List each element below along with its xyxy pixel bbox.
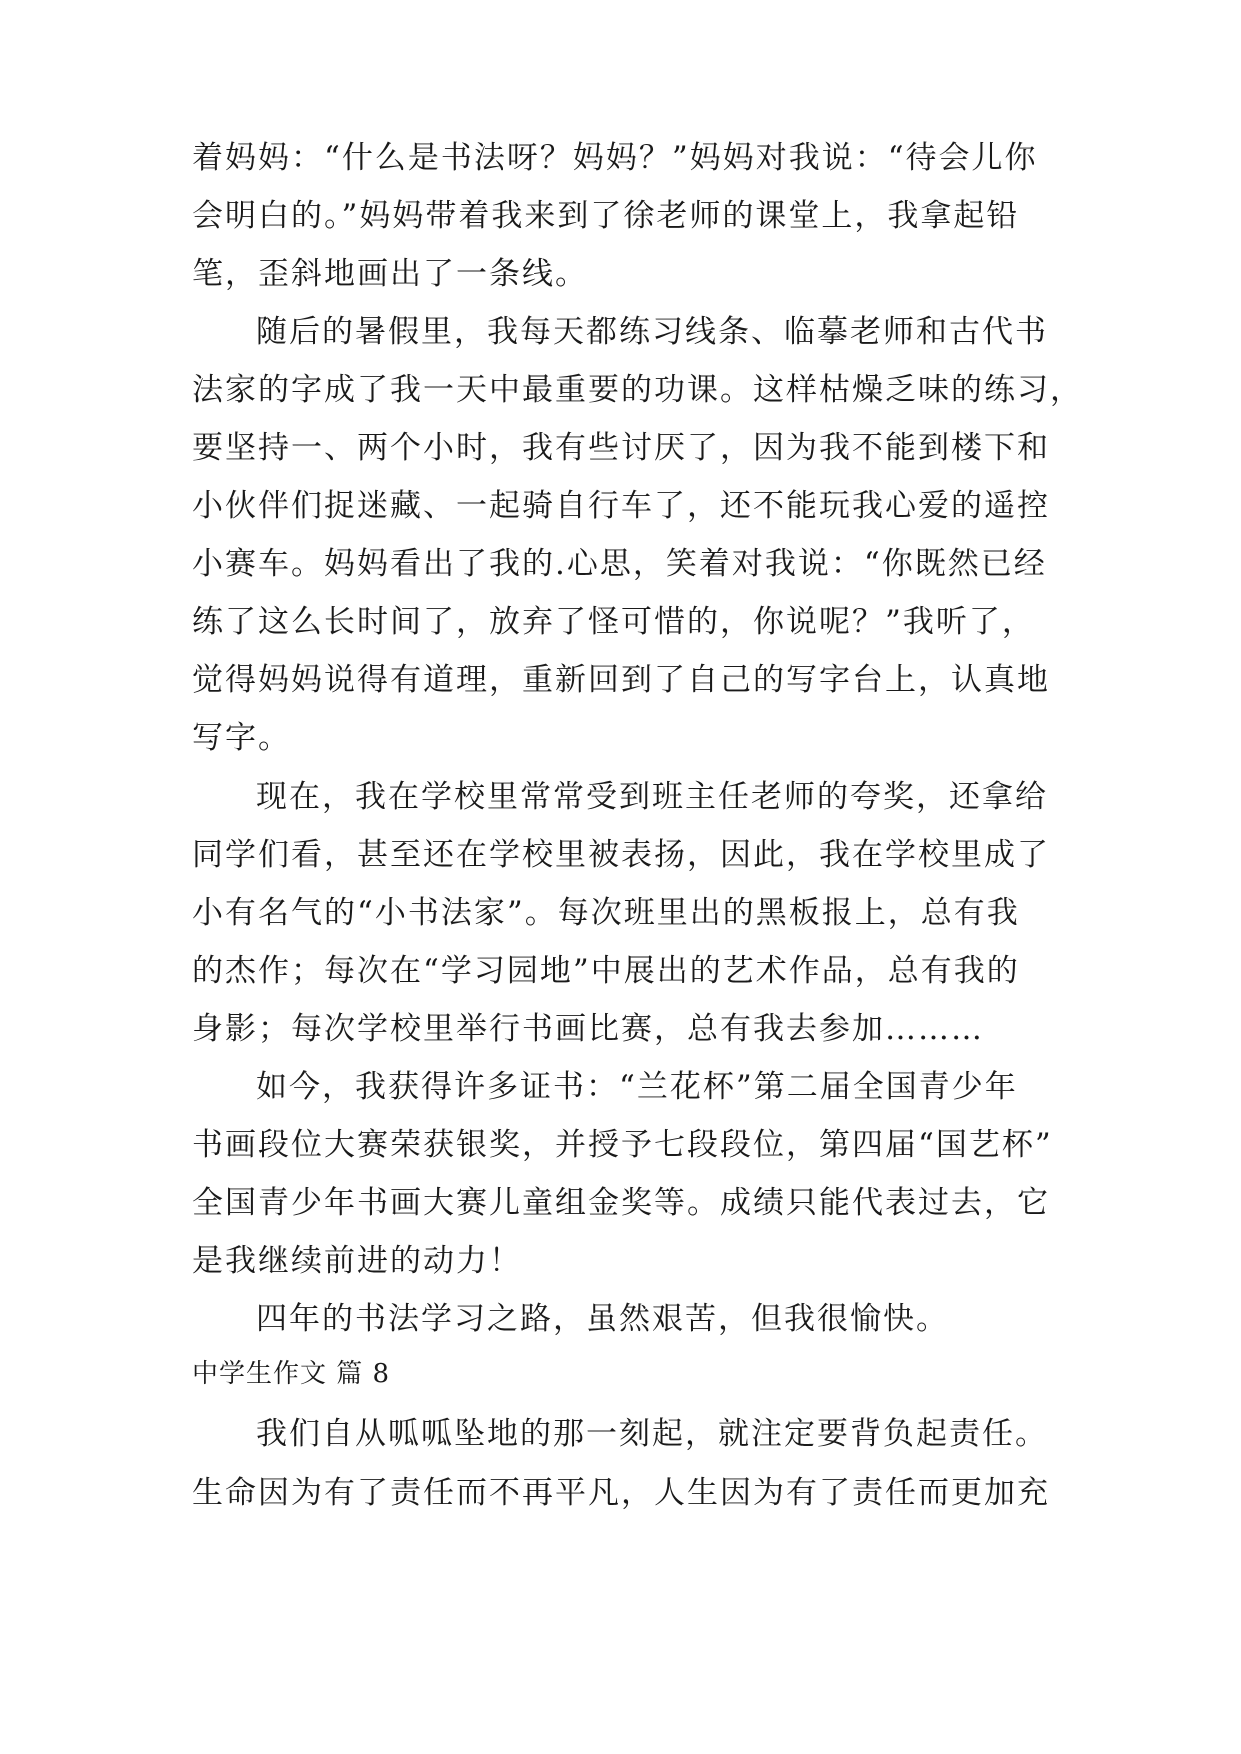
text-line: 随后的暑假里，我每天都练习线条、临摹老师和古代书: [256, 314, 1048, 350]
text-line: 生命因为有了责任而不再平凡，人生因为有了责任而更加充: [192, 1475, 1050, 1511]
text-line: 现在，我在学校里常常受到班主任老师的夸奖，还拿给: [256, 779, 1048, 815]
text-line: 四年的书法学习之路，虽然艰苦，但我很愉快。: [256, 1301, 949, 1337]
text-line: 要坚持一、两个小时，我有些讨厌了，因为我不能到楼下和: [192, 430, 1050, 466]
section-heading: 中学生作文 篇 8: [192, 1359, 391, 1389]
text-line: 我们自从呱呱坠地的那一刻起，就注定要背负起责任。: [256, 1416, 1048, 1452]
text-line: 小伙伴们捉迷藏、一起骑自行车了，还不能玩我心爱的遥控: [192, 488, 1050, 524]
text-line: 同学们看，甚至还在学校里被表扬，因此，我在学校里成了: [192, 837, 1050, 873]
text-line: 法家的字成了我一天中最重要的功课。这样枯燥乏味的练习，: [192, 372, 1083, 408]
text-line: 小赛车。妈妈看出了我的.心思，笑着对我说：“你既然已经: [192, 546, 1047, 582]
text-line: 会明白的。”妈妈带着我来到了徐老师的课堂上，我拿起铅: [192, 198, 1020, 234]
text-line: 练了这么长时间了，放弃了怪可惜的，你说呢？”我听了，: [192, 604, 1035, 640]
text-line: 是我继续前进的动力！: [192, 1243, 522, 1279]
text-line: 如今，我获得许多证书：“兰花杯”第二届全国青少年: [256, 1069, 1018, 1105]
text-line: 写字。: [192, 720, 291, 756]
text-line: 着妈妈：“什么是书法呀？妈妈？”妈妈对我说：“待会儿你: [192, 140, 1038, 176]
text-line: 书画段位大赛荣获银奖，并授予七段段位，第四届“国艺杯”: [192, 1127, 1053, 1163]
text-line: 觉得妈妈说得有道理，重新回到了自己的写字台上，认真地: [192, 662, 1050, 698]
text-line: 身影；每次学校里举行书画比赛，总有我去参加………: [192, 1011, 984, 1047]
text-line: 小有名气的“小书法家”。每次班里出的黑板报上，总有我: [192, 895, 1020, 931]
text-line: 笔，歪斜地画出了一条线。: [192, 256, 588, 292]
text-line: 的杰作；每次在“学习园地”中展出的艺术作品，总有我的: [192, 953, 1020, 989]
text-line: 全国青少年书画大赛儿童组金奖等。成绩只能代表过去，它: [192, 1185, 1050, 1221]
